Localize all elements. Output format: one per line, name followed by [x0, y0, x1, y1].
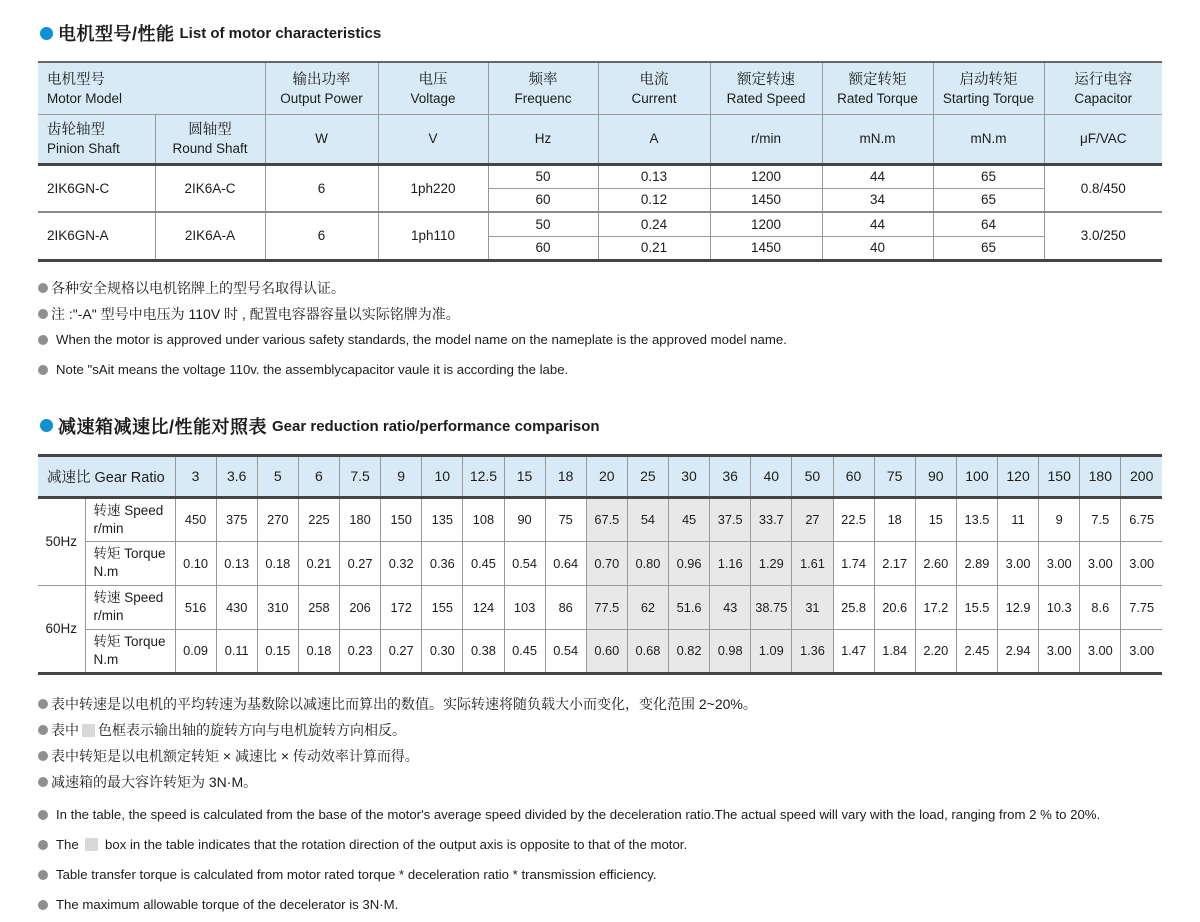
gear-speed-cell: 86 [545, 585, 586, 629]
gear-speed-cell: 25.8 [833, 585, 874, 629]
gray-box-icon [82, 724, 95, 737]
gear-speed-cell: 6.75 [1121, 497, 1162, 541]
subheader-pinion-shaft: 齿轮轴型 Pinion Shaft [38, 114, 155, 164]
gear-speed-cell: 38.75 [751, 585, 792, 629]
gear-torque-cell: 0.18 [257, 541, 298, 585]
gear-speed-cell: 12.9 [998, 585, 1039, 629]
gear-torque-cell: 0.54 [545, 629, 586, 673]
gear-ratio-header-cell: 15 [504, 455, 545, 497]
note-bullet-icon [38, 365, 48, 375]
gear-ratio-header-cell: 90 [915, 455, 956, 497]
header-capacitor: 运行电容 Capacitor [1044, 62, 1162, 114]
gear-torque-cell: 1.74 [833, 541, 874, 585]
gear-torque-cell: 2.89 [956, 541, 997, 585]
gear-speed-cell: 8.6 [1080, 585, 1121, 629]
voltage-value: 1ph110 [378, 212, 488, 260]
gear-ratio-header-cell: 5 [257, 455, 298, 497]
note-text: 表中转矩是以电机额定转矩 × 减速比 × 传动效率计算而得。 [51, 747, 419, 764]
note-item [38, 747, 1162, 765]
capacitor-value: 3.0/250 [1044, 212, 1162, 260]
gear-torque-cell: 0.54 [504, 541, 545, 585]
gear-ratio-header-cell: 9 [381, 455, 422, 497]
torque-row-label: 转矩 Torque N.m [85, 541, 175, 585]
gear-torque-cell: 1.09 [751, 629, 792, 673]
motor-table [38, 61, 1162, 262]
gear-ratio-header-cell: 7.5 [340, 455, 381, 497]
gear-torque-cell: 2.17 [874, 541, 915, 585]
unit-hz: Hz [488, 114, 598, 164]
gear-torque-cell: 0.98 [710, 629, 751, 673]
gear-torque-cell: 1.16 [710, 541, 751, 585]
motor-notes [38, 279, 1162, 379]
gear-speed-cell: 45 [669, 497, 710, 541]
gear-speed-cell: 270 [257, 497, 298, 541]
gear-speed-cell: 62 [627, 585, 668, 629]
gear-torque-cell: 1.61 [792, 541, 833, 585]
gear-speed-cell: 430 [216, 585, 257, 629]
gear-speed-cell: 124 [463, 585, 504, 629]
freq-value: 60 [488, 236, 598, 260]
gear-speed-cell: 180 [340, 497, 381, 541]
gear-torque-cell: 0.45 [504, 629, 545, 673]
gear-speed-cell: 37.5 [710, 497, 751, 541]
gear-speed-cell: 450 [175, 497, 216, 541]
gear-speed-cell: 516 [175, 585, 216, 629]
unit-watt: W [265, 114, 378, 164]
gear-ratio-header-cell: 60 [833, 455, 874, 497]
gear-ratio-header-cell: 200 [1121, 455, 1162, 497]
unit-volt: V [378, 114, 488, 164]
gear-torque-cell: 0.10 [175, 541, 216, 585]
gear-speed-cell: 15.5 [956, 585, 997, 629]
gear-torque-cell: 0.21 [298, 541, 339, 585]
gear-speed-cell: 27 [792, 497, 833, 541]
speed-value: 1200 [710, 164, 822, 188]
gear-speed-cell: 17.2 [915, 585, 956, 629]
gear-speed-cell: 22.5 [833, 497, 874, 541]
gear-ratio-header-cell: 12.5 [463, 455, 504, 497]
section1-title-zh: 电机型号/性能 [58, 24, 175, 44]
gear-speed-cell: 51.6 [669, 585, 710, 629]
note-bullet-icon [38, 777, 48, 787]
gear-speed-cell: 258 [298, 585, 339, 629]
subheader-round-shaft: 圆轴型 Round Shaft [155, 114, 265, 164]
gear-torque-row [38, 629, 1162, 673]
gear-speed-cell: 10.3 [1039, 585, 1080, 629]
gear-speed-row [38, 497, 1162, 541]
gear-table [38, 454, 1162, 675]
unit-ampere: A [598, 114, 710, 164]
freq-value: 60 [488, 188, 598, 212]
unit-mnm-starting: mN.m [933, 114, 1044, 164]
blue-bullet-icon [40, 419, 53, 432]
note-bullet-icon [38, 309, 48, 319]
capacitor-value: 0.8/450 [1044, 164, 1162, 212]
gear-torque-cell: 1.47 [833, 629, 874, 673]
gear-speed-row [38, 585, 1162, 629]
note-item [38, 773, 1162, 791]
gear-torque-cell: 0.96 [669, 541, 710, 585]
note-item [38, 806, 1162, 824]
gear-torque-cell: 0.30 [422, 629, 463, 673]
gear-torque-cell: 2.45 [956, 629, 997, 673]
current-value: 0.24 [598, 212, 710, 236]
starting-torque-value: 64 [933, 212, 1044, 236]
note-item [38, 866, 1162, 884]
gear-notes-english [38, 806, 1162, 914]
blue-bullet-icon [40, 27, 53, 40]
unit-mnm-rated: mN.m [822, 114, 933, 164]
gear-ratio-header-cell: 120 [998, 455, 1039, 497]
header-current: 电流 Current [598, 62, 710, 114]
header-rated-speed: 额定转速 Rated Speed [710, 62, 822, 114]
gear-speed-cell: 375 [216, 497, 257, 541]
motor-row [38, 164, 1162, 188]
gear-torque-cell: 0.60 [586, 629, 627, 673]
gear-speed-cell: 20.6 [874, 585, 915, 629]
voltage-value: 1ph220 [378, 164, 488, 212]
note-text: The maximum allowable torque of the decelerator is 3N·M. [56, 896, 399, 912]
frequency-group-label: 50Hz [38, 497, 85, 585]
header-voltage: 电压 Voltage [378, 62, 488, 114]
frequency-group-label: 60Hz [38, 585, 85, 673]
gear-speed-cell: 150 [381, 497, 422, 541]
motor-table-units-row [38, 114, 1162, 164]
note-bullet-icon [38, 810, 48, 820]
note-bullet-icon [38, 870, 48, 880]
header-rated-torque: 额定转矩 Rated Torque [822, 62, 933, 114]
motor-row [38, 212, 1162, 236]
note-text: 减速箱的最大容许转矩为 3N·M。 [51, 773, 258, 790]
note-bullet-icon [38, 751, 48, 761]
gear-torque-cell: 0.18 [298, 629, 339, 673]
rated-torque-value: 40 [822, 236, 933, 260]
header-starting-torque: 启动转矩 Starting Torque [933, 62, 1044, 114]
note-item [38, 721, 1162, 739]
gear-speed-cell: 155 [422, 585, 463, 629]
note-text: The box in the table indicates that the rotation direction of the output axis is opposite to that of the motor. [56, 836, 688, 852]
gear-speed-cell: 15 [915, 497, 956, 541]
gear-ratio-header-cell: 30 [669, 455, 710, 497]
gear-torque-cell: 1.36 [792, 629, 833, 673]
gear-torque-cell: 3.00 [1080, 629, 1121, 673]
gear-speed-cell: 135 [422, 497, 463, 541]
output-power-value: 6 [265, 212, 378, 260]
gear-torque-cell: 2.94 [998, 629, 1039, 673]
unit-rpm: r/min [710, 114, 822, 164]
starting-torque-value: 65 [933, 236, 1044, 260]
gear-speed-cell: 11 [998, 497, 1039, 541]
gear-torque-cell: 0.27 [340, 541, 381, 585]
note-text: Table transfer torque is calculated from motor rated torque * deceleration ratio * transmission efficiency. [56, 866, 657, 882]
section2-title [40, 413, 1162, 439]
section2-title-zh: 减速箱减速比/性能对照表 [58, 416, 267, 437]
header-motor-model [38, 62, 265, 114]
rated-torque-value: 44 [822, 212, 933, 236]
gear-ratio-label: 减速比 Gear Ratio [38, 455, 175, 497]
speed-row-label: 转速 Speed r/min [85, 585, 175, 629]
gear-ratio-header-cell: 180 [1080, 455, 1121, 497]
note-text: Note "sAit means the voltage 110v. the assemblycapacitor vaule it is according the labe. [56, 361, 569, 377]
gear-torque-cell: 0.68 [627, 629, 668, 673]
speed-value: 1450 [710, 236, 822, 260]
note-item [38, 836, 1162, 854]
note-text: 注 :"-A" 型号中电压为 110V 时 , 配置电容器容量以实际铭牌为准。 [51, 305, 460, 322]
gear-torque-cell: 3.00 [1121, 541, 1162, 585]
gear-ratio-header-cell: 3.6 [216, 455, 257, 497]
gear-speed-cell: 43 [710, 585, 751, 629]
torque-row-label: 转矩 Torque N.m [85, 629, 175, 673]
gear-ratio-header-cell: 100 [956, 455, 997, 497]
gear-ratio-header-row [38, 455, 1162, 497]
gear-torque-cell: 0.64 [545, 541, 586, 585]
output-power-value: 6 [265, 164, 378, 212]
gear-ratio-header-cell: 50 [792, 455, 833, 497]
gear-ratio-header-cell: 10 [422, 455, 463, 497]
pinion-model: 2IK6GN-A [38, 212, 155, 260]
gear-speed-cell: 172 [381, 585, 422, 629]
gear-torque-cell: 0.23 [340, 629, 381, 673]
gear-speed-cell: 9 [1039, 497, 1080, 541]
gear-ratio-header-cell: 25 [627, 455, 668, 497]
speed-value: 1450 [710, 188, 822, 212]
speed-value: 1200 [710, 212, 822, 236]
note-text: In the table, the speed is calculated from the base of the motor's average speed divided by the deceleration ratio.The actual speed will vary with the load, ranging from 2 % to 20%. [56, 806, 1101, 822]
note-item [38, 896, 1162, 914]
gear-torque-cell: 2.60 [915, 541, 956, 585]
gear-ratio-header-cell: 20 [586, 455, 627, 497]
header-motor-model-zh: 电机型号 [47, 71, 105, 88]
gray-box-icon [85, 838, 98, 851]
note-bullet-icon [38, 283, 48, 293]
gear-ratio-header-cell: 75 [874, 455, 915, 497]
note-item [38, 695, 1162, 713]
note-item [38, 279, 1162, 297]
gear-torque-cell: 0.09 [175, 629, 216, 673]
gear-torque-cell: 1.84 [874, 629, 915, 673]
rated-torque-value: 44 [822, 164, 933, 188]
starting-torque-value: 65 [933, 164, 1044, 188]
gear-speed-cell: 7.5 [1080, 497, 1121, 541]
freq-value: 50 [488, 212, 598, 236]
note-text: 表中转速是以电机的平均转速为基数除以减速比而算出的数值。实际转速将随负载大小而变化，变化范围 2~20%。 [51, 695, 757, 712]
header-frequency: 频率 Frequenc [488, 62, 598, 114]
gear-torque-cell: 0.36 [422, 541, 463, 585]
gear-torque-cell: 0.13 [216, 541, 257, 585]
gear-notes-chinese [38, 695, 1162, 791]
gear-ratio-header-cell: 18 [545, 455, 586, 497]
gear-torque-cell: 3.00 [998, 541, 1039, 585]
gear-torque-cell: 0.27 [381, 629, 422, 673]
motor-table-header-row [38, 62, 1162, 114]
note-item [38, 361, 1162, 379]
note-text: 表中 色框表示输出轴的旋转方向与电机旋转方向相反。 [51, 721, 406, 738]
gear-torque-cell: 0.32 [381, 541, 422, 585]
gear-speed-cell: 108 [463, 497, 504, 541]
gear-speed-cell: 33.7 [751, 497, 792, 541]
pinion-model: 2IK6GN-C [38, 164, 155, 212]
gear-torque-cell: 3.00 [1039, 541, 1080, 585]
gear-speed-cell: 54 [627, 497, 668, 541]
note-text: When the motor is approved under various safety standards, the model name on the nameplate is the approved model name. [56, 331, 787, 347]
current-value: 0.12 [598, 188, 710, 212]
section1-title-en: List of motor characteristics [179, 25, 382, 42]
round-model: 2IK6A-A [155, 212, 265, 260]
unit-uf-vac: μF/VAC [1044, 114, 1162, 164]
starting-torque-value: 65 [933, 188, 1044, 212]
note-bullet-icon [38, 900, 48, 910]
gear-torque-cell: 2.20 [915, 629, 956, 673]
gear-torque-cell: 0.70 [586, 541, 627, 585]
note-bullet-icon [38, 840, 48, 850]
note-item [38, 331, 1162, 349]
gear-torque-cell: 0.15 [257, 629, 298, 673]
header-output-power: 输出功率 Output Power [265, 62, 378, 114]
rated-torque-value: 34 [822, 188, 933, 212]
gear-torque-cell: 3.00 [1039, 629, 1080, 673]
note-bullet-icon [38, 725, 48, 735]
gear-ratio-header-cell: 150 [1039, 455, 1080, 497]
gear-torque-cell: 0.80 [627, 541, 668, 585]
gear-speed-cell: 13.5 [956, 497, 997, 541]
gear-speed-cell: 103 [504, 585, 545, 629]
section1-title [40, 20, 1162, 46]
gear-torque-cell: 0.38 [463, 629, 504, 673]
gear-ratio-header-cell: 40 [751, 455, 792, 497]
note-bullet-icon [38, 699, 48, 709]
gear-speed-cell: 75 [545, 497, 586, 541]
freq-value: 50 [488, 164, 598, 188]
round-model: 2IK6A-C [155, 164, 265, 212]
gear-ratio-header-cell: 6 [298, 455, 339, 497]
gear-torque-cell: 3.00 [1121, 629, 1162, 673]
speed-row-label: 转速 Speed r/min [85, 497, 175, 541]
gear-torque-row [38, 541, 1162, 585]
gear-speed-cell: 31 [792, 585, 833, 629]
gear-speed-cell: 7.75 [1121, 585, 1162, 629]
gear-torque-cell: 0.82 [669, 629, 710, 673]
section2-title-en: Gear reduction ratio/performance comparison [272, 417, 600, 435]
gear-torque-cell: 3.00 [1080, 541, 1121, 585]
gear-speed-cell: 67.5 [586, 497, 627, 541]
gear-torque-cell: 0.45 [463, 541, 504, 585]
gear-torque-cell: 0.11 [216, 629, 257, 673]
gear-ratio-header-cell: 3 [175, 455, 216, 497]
current-value: 0.21 [598, 236, 710, 260]
current-value: 0.13 [598, 164, 710, 188]
gear-ratio-header-cell: 36 [710, 455, 751, 497]
note-text: 各种安全规格以电机铭牌上的型号名取得认证。 [51, 279, 345, 296]
gear-torque-cell: 1.29 [751, 541, 792, 585]
gear-speed-cell: 225 [298, 497, 339, 541]
gear-speed-cell: 206 [340, 585, 381, 629]
note-bullet-icon [38, 335, 48, 345]
gear-speed-cell: 310 [257, 585, 298, 629]
note-item [38, 305, 1162, 323]
gear-speed-cell: 77.5 [586, 585, 627, 629]
gear-speed-cell: 90 [504, 497, 545, 541]
gear-speed-cell: 18 [874, 497, 915, 541]
header-motor-model-en: Motor Model [47, 90, 123, 106]
